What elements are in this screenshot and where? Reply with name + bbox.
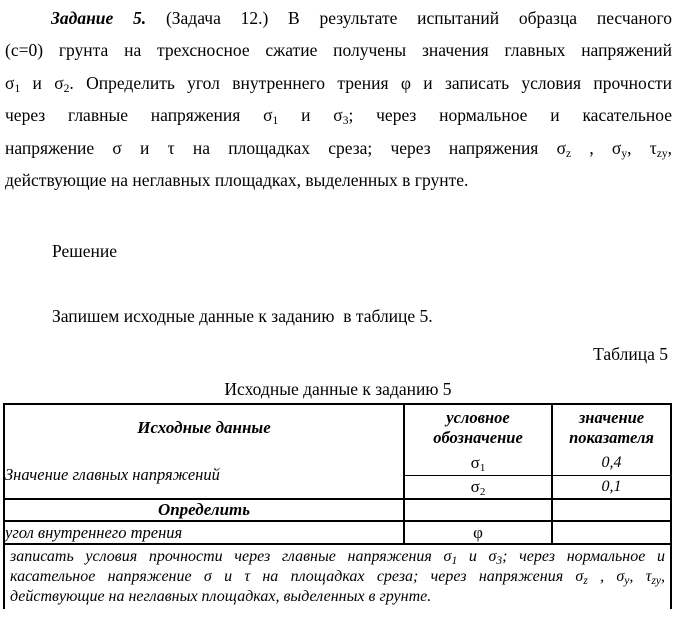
sigma1-value-cell: 0,4 <box>552 451 671 475</box>
solution-heading: Решение <box>52 241 118 262</box>
header-cell-symbol: условное обозначение <box>404 404 552 451</box>
table-row-phi <box>4 521 671 544</box>
sigma2-symbol-cell: σ2 <box>404 475 552 499</box>
sigma1-symbol-cell: σ1 <box>404 451 552 475</box>
task-line-4: через главные напряжения σ1 и σ3; через нормальное и касательное <box>5 105 672 128</box>
note-cell <box>4 544 671 609</box>
table-row-note <box>4 544 671 609</box>
phi-row-label-cell: угол внутреннего трения <box>4 521 404 544</box>
determine-header-cell: Определить <box>4 499 404 521</box>
task-line-6: действующие на неглавных площадках, выделенных в грунте. <box>5 170 469 191</box>
table-row-sigma1 <box>4 451 671 475</box>
header-cell-value: значение показателя <box>552 404 671 451</box>
task-line-5: напряжение σ и τ на площадках среза; через напряжения σz , σy, τzy, <box>5 137 672 160</box>
task-line-3: σ1 и σ2. Определить угол внутреннего трения φ и записать условия прочности <box>5 72 672 95</box>
input-data-table <box>3 403 672 609</box>
task-line-2: (с=0) грунта на трехсносное сжатие получены значения главных напряжений <box>5 40 672 61</box>
table-number-label: Таблица 5 <box>593 344 668 365</box>
header-cell-input-data: Исходные данные <box>137 418 271 438</box>
note-line-2: касательное напряжение σ и τ на площадках среза; через напряжения σz , σy, τzy, <box>10 568 666 588</box>
determine-value-empty-cell <box>552 499 671 521</box>
intro-sentence: Запишем исходные данные к заданию в таблице 5. <box>52 306 433 327</box>
task-statement-paragraph <box>5 2 672 196</box>
phi-value-empty-cell <box>552 521 671 544</box>
phi-symbol-cell: φ <box>404 521 552 544</box>
table-title: Исходные данные к заданию 5 <box>224 379 452 400</box>
table-row-determine <box>4 499 671 521</box>
note-line-3: действующие на неглавных площадках, выделенных в грунте. <box>10 588 432 606</box>
determine-symbol-empty-cell <box>404 499 552 521</box>
note-line-1: записать условия прочности через главные напряжения σ1 и σ3; через нормальное и <box>10 548 666 568</box>
table-header-row <box>4 404 671 451</box>
task-line-1: Задание 5. (Задача 12.) В результате испытаний образца песчаного <box>51 8 672 28</box>
sigma2-value-cell: 0,1 <box>552 475 671 499</box>
row-label-main-stresses: Значение главных напряжений <box>4 451 404 499</box>
